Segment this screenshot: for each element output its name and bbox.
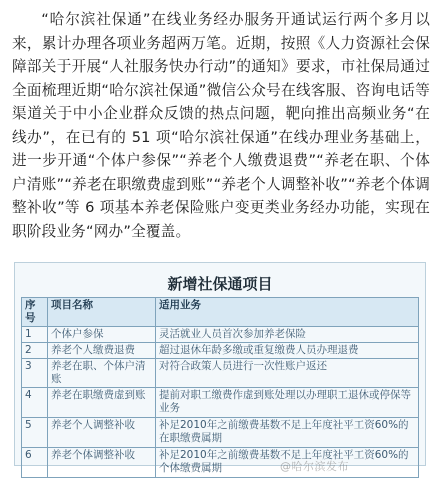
table-row <box>22 448 419 478</box>
row-no: 6 <box>22 448 48 478</box>
row-name: 养老个人缴费退费 <box>48 343 156 359</box>
header-name: 项目名称 <box>48 298 156 327</box>
row-name: 养老个体调整补收 <box>48 448 156 478</box>
table-row <box>22 343 419 359</box>
row-no: 1 <box>22 327 48 343</box>
row-scope: 灵活就业人员首次参加养老保险 <box>156 327 419 343</box>
table-row <box>22 418 419 448</box>
row-name: 养老个人调整补收 <box>48 418 156 448</box>
row-no: 5 <box>22 418 48 448</box>
new-items-table <box>21 297 419 478</box>
watermark: @哈尔滨发布 <box>280 460 349 473</box>
row-no: 3 <box>22 359 48 388</box>
header-scope: 适用业务 <box>156 298 419 327</box>
row-name: 养老在职缴费虚到账 <box>48 388 156 418</box>
table-header-row <box>22 298 419 327</box>
table-row <box>22 327 419 343</box>
table-title: 新增社保通项目 <box>167 275 273 293</box>
table-row <box>22 359 419 388</box>
row-scope: 补足2010年之前缴费基数不足上年度社平工资60%的个体缴费属期 <box>156 448 419 478</box>
row-scope: 提前对职工缴费作虚到账处理以办理职工退休或停保等业务 <box>156 388 419 418</box>
row-no: 4 <box>22 388 48 418</box>
article-paragraph: “哈尔滨社保通”在线业务经办服务开通试运行两个多月以来，累计办理各项业务超两万笔。近期，按照《人力资源社会保障部关于开展“人社服务快办行动”的通知》要求，市社保局通过全面梳理近期“哈尔滨社保通”微信公众号在线客服、咨询电话等渠道关于中小企业群众反馈的热点问题，靶向推出高频业务“在线办”，在已有的 51 项“哈尔滨社保通”在线办理业务基础上，进一步开通“个体户参保”“养老个人缴费退费”“养老在职、个体户清账”“养老在职缴费虚到账”“养老个人调整补收”“养老个体调整补收”等 6 项基本养老保险账户变更类业务经办功能，实现在职阶段业务“网办”全覆盖。 <box>12 11 430 240</box>
row-scope: 对符合政策人员进行一次性账户返还 <box>156 359 419 388</box>
row-scope: 超过退休年龄多缴或重复缴费人员办理退费 <box>156 343 419 359</box>
row-name: 个体户参保 <box>48 327 156 343</box>
row-scope: 补足2010年之前缴费基数不足上年度社平工资60%的在职缴费属期 <box>156 418 419 448</box>
row-name: 养老在职、个体户清账 <box>48 359 156 388</box>
header-no: 序号 <box>22 298 48 327</box>
table-row <box>22 388 419 418</box>
row-no: 2 <box>22 343 48 359</box>
